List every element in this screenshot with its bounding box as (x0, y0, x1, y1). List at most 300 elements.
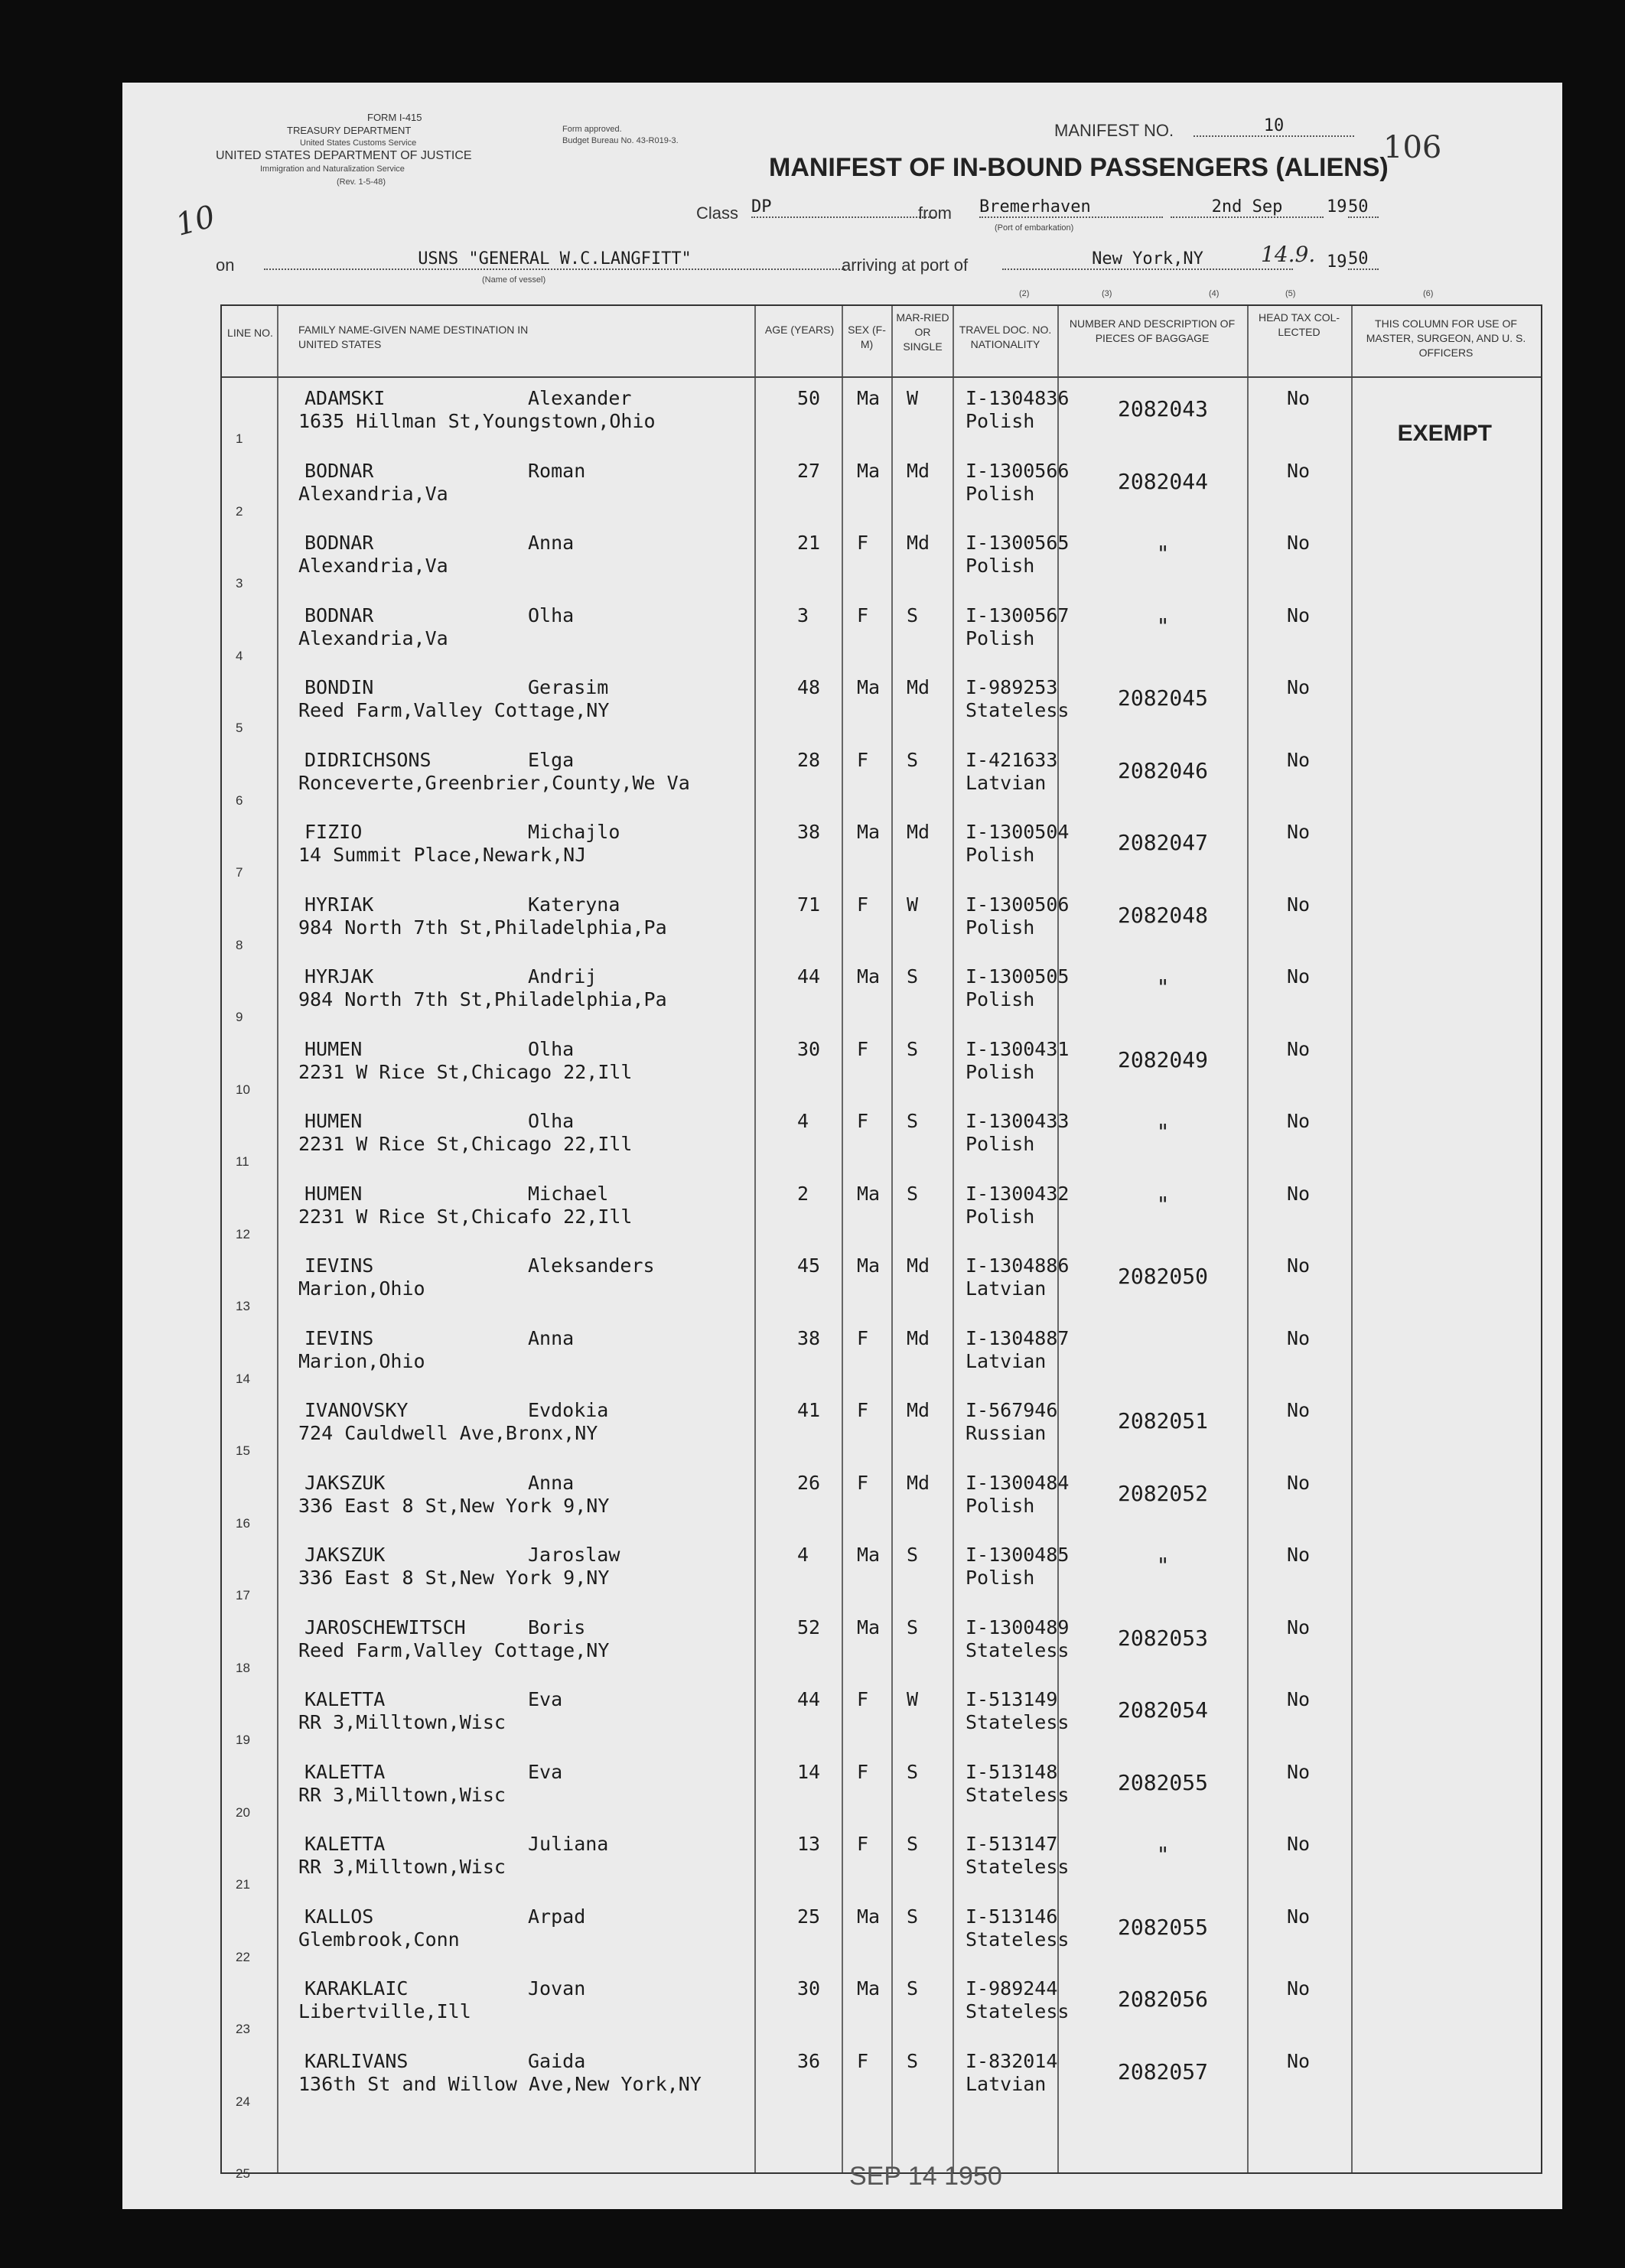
passenger-sex: F (857, 893, 869, 916)
table-row (222, 1973, 1541, 2045)
passenger-destination: Glembrook,Conn (298, 1928, 460, 1951)
on-label: on (216, 255, 235, 275)
col-num-6: (6) (1423, 289, 1434, 298)
passenger-destination: 2231 W Rice St,Chicago 22,Ill (298, 1133, 633, 1155)
baggage-number: 2082054 (1117, 1697, 1208, 1723)
passenger-sex: Ma (857, 459, 881, 482)
passenger-surname: BODNAR (304, 459, 374, 482)
passenger-nationality: Polish (966, 1567, 1035, 1589)
table-row (222, 889, 1541, 961)
passenger-sex: F (857, 604, 869, 626)
passenger-surname: JAROSCHEWITSCH (304, 1616, 466, 1638)
passenger-sex: F (857, 1760, 869, 1783)
passenger-marital-status: Md (907, 821, 930, 843)
passenger-marital-status: S (907, 1110, 919, 1132)
passenger-surname: HYRJAK (304, 965, 374, 988)
head-tax-collected: No (1287, 1616, 1311, 1638)
passenger-sex: Ma (857, 676, 881, 698)
head-tax-collected: No (1287, 965, 1311, 988)
passenger-destination: Alexandria,Va (298, 555, 448, 577)
passenger-given-name: Anna (528, 1471, 575, 1494)
header-sex: SEX (F-M) (848, 324, 886, 350)
table-row (222, 1033, 1541, 1105)
passenger-destination: 336 East 8 St,New York 9,NY (298, 1494, 610, 1517)
passenger-nationality: Polish (966, 988, 1035, 1010)
table-row (222, 1323, 1541, 1394)
baggage-number: 2082045 (1117, 685, 1208, 711)
travel-doc-number: I-1300567 (966, 604, 1070, 626)
header-name-destination: FAMILY NAME-GIVEN NAME DESTINATION IN UNITED STATES (298, 324, 529, 350)
passenger-sex: Ma (857, 1182, 881, 1205)
passenger-age: 25 (797, 1905, 821, 1928)
passenger-given-name: Olha (528, 1037, 575, 1060)
passenger-surname: KARLIVANS (304, 2049, 409, 2072)
passenger-given-name: Olha (528, 1110, 575, 1132)
passenger-sex: F (857, 1833, 869, 1855)
header-officers: THIS COLUMN FOR USE OF MASTER, SURGEON, AND U. S. OFFICERS (1366, 317, 1526, 359)
department-of-justice: UNITED STATES DEPARTMENT OF JUSTICE (216, 149, 472, 162)
baggage-number: 2082053 (1117, 1625, 1208, 1651)
head-tax-collected: No (1287, 1544, 1311, 1566)
line-number: 20 (236, 1804, 250, 1820)
passenger-given-name: Evdokia (528, 1399, 609, 1421)
baggage-number: 2082043 (1117, 396, 1208, 421)
passenger-age: 27 (797, 459, 821, 482)
table-row (222, 1250, 1541, 1322)
passenger-nationality: Polish (966, 555, 1035, 577)
passenger-age: 21 (797, 532, 821, 554)
passenger-marital-status: Md (907, 1326, 930, 1349)
line-number: 22 (236, 1949, 250, 1964)
table-row (222, 1394, 1541, 1466)
passenger-marital-status: S (907, 604, 919, 626)
table-row (222, 455, 1541, 527)
passenger-sex: Ma (857, 1977, 881, 2000)
passenger-sex: F (857, 1399, 869, 1421)
passenger-destination: Reed Farm,Valley Cottage,NY (298, 1638, 610, 1661)
passenger-surname: KALETTA (304, 1760, 386, 1783)
line-number: 19 (236, 1733, 250, 1747)
passenger-destination: 14 Summit Place,Newark,NJ (298, 844, 587, 866)
passenger-sex: Ma (857, 1254, 881, 1277)
passenger-surname: BODNAR (304, 532, 374, 554)
table-row (222, 1756, 1541, 1828)
passenger-surname: IVANOVSKY (304, 1399, 409, 1421)
passenger-sex: F (857, 1471, 869, 1494)
travel-doc-number: I-1300485 (966, 1544, 1070, 1566)
passenger-destination: Alexandria,Va (298, 482, 448, 505)
head-tax-collected: No (1287, 1037, 1311, 1060)
passenger-marital-status: W (907, 893, 919, 916)
col-num-3: (3) (1102, 289, 1112, 298)
passenger-age: 30 (797, 1977, 821, 2000)
baggage-number: 2082047 (1117, 830, 1208, 855)
line-number: 8 (236, 937, 243, 952)
passenger-destination: RR 3,Milltown,Wisc (298, 1856, 506, 1878)
table-row (222, 1539, 1541, 1611)
travel-doc-number: I-1300489 (966, 1616, 1070, 1638)
passenger-destination: 336 East 8 St,New York 9,NY (298, 1567, 610, 1589)
line-number: 16 (236, 1515, 250, 1531)
arrival-year: 50 (1348, 249, 1379, 270)
passenger-given-name: Kateryna (528, 893, 620, 916)
passenger-surname: BONDIN (304, 676, 374, 698)
passenger-marital-status: S (907, 1544, 919, 1566)
passenger-destination: 2231 W Rice St,Chicago 22,Ill (298, 1060, 633, 1083)
passenger-marital-status: Md (907, 1471, 930, 1494)
head-tax-collected: No (1287, 1905, 1311, 1928)
passenger-destination: 724 Cauldwell Ave,Bronx,NY (298, 1422, 598, 1444)
head-tax-collected: No (1287, 821, 1311, 843)
passenger-given-name: Jaroslaw (528, 1544, 620, 1566)
baggage-number: " (1156, 541, 1170, 566)
manifest-no: 10 (1194, 116, 1354, 137)
line-number: 5 (236, 721, 243, 735)
head-tax-collected: No (1287, 1182, 1311, 1205)
arriving-label: arriving at port of (842, 255, 969, 275)
baggage-number: 2082044 (1117, 468, 1208, 494)
table-row (222, 816, 1541, 888)
line-number: 3 (236, 576, 243, 591)
passenger-destination: 984 North 7th St,Philadelphia,Pa (298, 916, 667, 939)
travel-doc-number: I-513147 (966, 1833, 1058, 1855)
passenger-given-name: Alexander (528, 387, 632, 409)
travel-doc-number: I-1300565 (966, 532, 1070, 554)
travel-doc-number: I-1300431 (966, 1037, 1070, 1060)
passenger-sex: Ma (857, 1616, 881, 1638)
passenger-age: 41 (797, 1399, 821, 1421)
head-tax-collected: No (1287, 676, 1311, 698)
travel-doc-number: I-1300505 (966, 965, 1070, 988)
form-approved: Form approved. (562, 125, 622, 134)
passenger-age: 45 (797, 1254, 821, 1277)
table-row (222, 1901, 1541, 1973)
baggage-number: 2082052 (1117, 1480, 1208, 1506)
line-number: 2 (236, 503, 243, 519)
passenger-age: 26 (797, 1471, 821, 1494)
line-number: 14 (236, 1371, 250, 1386)
margin-handwritten-number: 10 (171, 199, 219, 243)
passenger-age: 50 (797, 387, 821, 409)
line-number: 1 (236, 431, 243, 446)
exempt-stamp: EXEMPT (1397, 421, 1492, 446)
line-number: 25 (236, 2166, 250, 2181)
from-label: from (918, 203, 952, 223)
arrival-date: 14.9. (1261, 242, 1316, 267)
passenger-destination: Reed Farm,Valley Cottage,NY (298, 699, 610, 721)
col-num-5: (5) (1285, 289, 1296, 298)
passenger-nationality: Latvian (966, 1277, 1047, 1300)
passenger-sex: F (857, 748, 869, 771)
passenger-age: 4 (797, 1544, 809, 1566)
passenger-marital-status: S (907, 1760, 919, 1783)
passenger-surname: HYRIAK (304, 893, 374, 916)
class-value: DP (751, 197, 935, 218)
passenger-marital-status: Md (907, 459, 930, 482)
line-number: 6 (236, 792, 243, 808)
header-line-no: LINE NO. (227, 327, 273, 339)
head-tax-collected: No (1287, 1110, 1311, 1132)
departure-date: 2nd Sep (1171, 197, 1324, 218)
manifest-title: MANIFEST OF IN-BOUND PASSENGERS (ALIENS) (769, 153, 1389, 182)
header-age: AGE (YEARS) (764, 324, 835, 336)
passenger-sex: Ma (857, 1544, 881, 1566)
passenger-nationality: Stateless (966, 1856, 1070, 1878)
line-number: 18 (236, 1660, 250, 1675)
head-tax-collected: No (1287, 387, 1311, 409)
ins-service: Immigration and Naturalization Service (260, 164, 405, 174)
line-number: 17 (236, 1588, 250, 1603)
line-number: 23 (236, 2022, 250, 2036)
head-tax-collected: No (1287, 2049, 1311, 2072)
travel-doc-number: I-421633 (966, 748, 1058, 771)
passenger-destination: Marion,Ohio (298, 1277, 425, 1300)
baggage-number: " (1156, 1553, 1170, 1578)
line-number: 13 (236, 1299, 250, 1313)
table-row (222, 527, 1541, 599)
passenger-surname: HUMEN (304, 1037, 363, 1060)
table-row (222, 672, 1541, 744)
head-tax-collected: No (1287, 893, 1311, 916)
passenger-age: 38 (797, 1326, 821, 1349)
passenger-age: 3 (797, 604, 809, 626)
travel-doc-number: I-1304886 (966, 1254, 1070, 1277)
passenger-age: 30 (797, 1037, 821, 1060)
passenger-sex: F (857, 1110, 869, 1132)
passenger-nationality: Polish (966, 1494, 1035, 1517)
passenger-marital-status: S (907, 1977, 919, 2000)
table-row (222, 1105, 1541, 1177)
passenger-sex: F (857, 1326, 869, 1349)
passenger-sex: Ma (857, 1905, 881, 1928)
travel-doc-number: I-513148 (966, 1760, 1058, 1783)
arrival-year-prefix: 19 (1327, 252, 1347, 272)
line-number: 12 (236, 1226, 250, 1241)
passenger-marital-status: S (907, 748, 919, 771)
passenger-sex: Ma (857, 821, 881, 843)
passenger-destination: Libertville,Ill (298, 2000, 471, 2022)
head-tax-collected: No (1287, 1326, 1311, 1349)
table-row (222, 744, 1541, 816)
travel-doc-number: I-513149 (966, 1688, 1058, 1710)
passenger-sex: F (857, 532, 869, 554)
passenger-nationality: Polish (966, 626, 1035, 649)
travel-doc-number: I-1300506 (966, 893, 1070, 916)
line-number: 10 (236, 1082, 250, 1097)
passenger-nationality: Latvian (966, 771, 1047, 794)
baggage-number: " (1156, 975, 1170, 1000)
arrival-port: New York,NY (1002, 249, 1293, 270)
passenger-marital-status: S (907, 1833, 919, 1855)
head-tax-collected: No (1287, 459, 1311, 482)
departure-year: 50 (1348, 197, 1379, 218)
passenger-surname: ADAMSKI (304, 387, 386, 409)
passenger-given-name: Michajlo (528, 821, 620, 843)
line-number: 9 (236, 1010, 243, 1024)
passenger-nationality: Russian (966, 1422, 1047, 1444)
passenger-destination: 2231 W Rice St,Chicafo 22,Ill (298, 1205, 633, 1228)
passenger-given-name: Gaida (528, 2049, 586, 2072)
baggage-number: 2082056 (1117, 1987, 1208, 2012)
passenger-surname: HUMEN (304, 1110, 363, 1132)
travel-doc-number: I-1300566 (966, 459, 1070, 482)
baggage-number: 2082057 (1117, 2058, 1208, 2084)
passenger-marital-status: Md (907, 1254, 930, 1277)
passenger-nationality: Stateless (966, 1783, 1070, 1806)
table-row (222, 1178, 1541, 1250)
baggage-number: 2082049 (1117, 1046, 1208, 1072)
passenger-marital-status: S (907, 965, 919, 988)
line-number: 24 (236, 2094, 250, 2109)
travel-doc-number: I-567946 (966, 1399, 1058, 1421)
head-tax-collected: No (1287, 1833, 1311, 1855)
table-row (222, 600, 1541, 672)
passenger-nationality: Polish (966, 1060, 1035, 1083)
passenger-nationality: Stateless (966, 1638, 1070, 1661)
passenger-given-name: Anna (528, 532, 575, 554)
passenger-marital-status: S (907, 1182, 919, 1205)
table-row (222, 961, 1541, 1033)
passenger-surname: KALETTA (304, 1688, 386, 1710)
passenger-nationality: Polish (966, 916, 1035, 939)
passenger-destination: Marion,Ohio (298, 1349, 425, 1372)
baggage-number: " (1156, 1191, 1170, 1217)
passenger-age: 14 (797, 1760, 821, 1783)
page-number: 106 (1383, 130, 1442, 165)
passenger-surname: BODNAR (304, 604, 374, 626)
passenger-nationality: Stateless (966, 699, 1070, 721)
passenger-surname: IEVINS (304, 1326, 374, 1349)
header-baggage: NUMBER AND DESCRIPTION OF PIECES OF BAGGAGE (1069, 317, 1236, 344)
passenger-marital-status: W (907, 1688, 919, 1710)
manifest-sheet (122, 83, 1562, 2209)
passenger-age: 36 (797, 2049, 821, 2072)
passenger-surname: IEVINS (304, 1254, 374, 1277)
passenger-age: 28 (797, 748, 821, 771)
passenger-sex: Ma (857, 965, 881, 988)
passenger-given-name: Anna (528, 1326, 575, 1349)
customs-service: United States Customs Service (300, 138, 417, 148)
passenger-marital-status: Md (907, 676, 930, 698)
vessel-caption: (Name of vessel) (482, 275, 546, 285)
baggage-number: 2082048 (1117, 902, 1208, 928)
passenger-nationality: Latvian (966, 2072, 1047, 2095)
passenger-nationality: Stateless (966, 1711, 1070, 1733)
passenger-given-name: Arpad (528, 1905, 586, 1928)
passenger-age: 38 (797, 821, 821, 843)
head-tax-collected: No (1287, 1471, 1311, 1494)
passenger-sex: F (857, 1688, 869, 1710)
baggage-number: 2082046 (1117, 757, 1208, 783)
passenger-age: 44 (797, 1688, 821, 1710)
form-number: FORM I-415 (367, 112, 422, 123)
passenger-destination: RR 3,Milltown,Wisc (298, 1711, 506, 1733)
passenger-age: 2 (797, 1182, 809, 1205)
head-tax-collected: No (1287, 1760, 1311, 1783)
head-tax-collected: No (1287, 604, 1311, 626)
baggage-number: " (1156, 1842, 1170, 1867)
passenger-surname: JAKSZUK (304, 1544, 386, 1566)
passenger-marital-status: S (907, 1905, 919, 1928)
passenger-age: 52 (797, 1616, 821, 1638)
line-number: 15 (236, 1443, 250, 1458)
travel-doc-number: I-832014 (966, 2049, 1058, 2072)
passenger-marital-status: Md (907, 532, 930, 554)
passenger-marital-status: Md (907, 1399, 930, 1421)
passenger-given-name: Juliana (528, 1833, 609, 1855)
baggage-number: 2082051 (1117, 1408, 1208, 1433)
port-of-embarkation: Bremerhaven (979, 197, 1163, 218)
manifest-no-label: MANIFEST NO. (1054, 121, 1174, 140)
table-row (222, 1612, 1541, 1684)
passenger-given-name: Jovan (528, 1977, 586, 2000)
passenger-given-name: Roman (528, 459, 586, 482)
passenger-surname: KALLOS (304, 1905, 374, 1928)
baggage-number: " (1156, 1119, 1170, 1144)
embarkation-caption: (Port of embarkation) (995, 223, 1074, 233)
passenger-marital-status: W (907, 387, 919, 409)
passenger-given-name: Michael (528, 1182, 609, 1205)
passenger-marital-status: S (907, 1037, 919, 1060)
passenger-age: 48 (797, 676, 821, 698)
vessel-name: USNS "GENERAL W.C.LANGFITT" (264, 249, 845, 270)
passenger-marital-status: S (907, 1616, 919, 1638)
passenger-given-name: Andrij (528, 965, 598, 988)
passenger-given-name: Gerasim (528, 676, 609, 698)
head-tax-collected: No (1287, 1977, 1311, 2000)
passenger-nationality: Polish (966, 844, 1035, 866)
class-label: Class (696, 203, 739, 223)
passenger-destination: Alexandria,Va (298, 626, 448, 649)
passenger-surname: JAKSZUK (304, 1471, 386, 1494)
date-stamp: SEP 14 1950 (849, 2162, 1002, 2191)
passenger-given-name: Olha (528, 604, 575, 626)
passenger-destination: RR 3,Milltown,Wisc (298, 1783, 506, 1806)
baggage-number: 2082050 (1117, 1264, 1208, 1289)
passenger-destination: 1635 Hillman St,Youngstown,Ohio (298, 410, 656, 432)
col-num-2: (2) (1019, 289, 1030, 298)
passenger-age: 44 (797, 965, 821, 988)
passenger-given-name: Aleksanders (528, 1254, 655, 1277)
line-number: 4 (236, 648, 243, 663)
passenger-table (220, 304, 1542, 2191)
passenger-destination: Ronceverte,Greenbrier,County,We Va (298, 771, 690, 794)
table-row (222, 1684, 1541, 1756)
line-number: 7 (236, 865, 243, 880)
passenger-nationality: Stateless (966, 1928, 1070, 1951)
travel-doc-number: I-1300433 (966, 1110, 1070, 1132)
table-row (222, 2045, 1541, 2117)
head-tax-collected: No (1287, 748, 1311, 771)
header-marital: MAR-RIED OR SINGLE (896, 311, 949, 353)
departure-year-prefix: 19 (1327, 197, 1347, 216)
passenger-given-name: Eva (528, 1760, 563, 1783)
passenger-age: 71 (797, 893, 821, 916)
travel-doc-number: I-989244 (966, 1977, 1058, 2000)
travel-doc-number: I-1304887 (966, 1326, 1070, 1349)
travel-doc-number: I-1300432 (966, 1182, 1070, 1205)
line-number: 11 (236, 1154, 249, 1169)
passenger-age: 13 (797, 1833, 821, 1855)
baggage-number: 2082055 (1117, 1914, 1208, 1940)
line-number: 21 (236, 1877, 250, 1892)
head-tax-collected: No (1287, 1399, 1311, 1421)
passenger-sex: F (857, 2049, 869, 2072)
passenger-nationality: Latvian (966, 1349, 1047, 1372)
travel-doc-number: I-1304836 (966, 387, 1070, 409)
table-row (222, 1828, 1541, 1900)
head-tax-collected: No (1287, 532, 1311, 554)
